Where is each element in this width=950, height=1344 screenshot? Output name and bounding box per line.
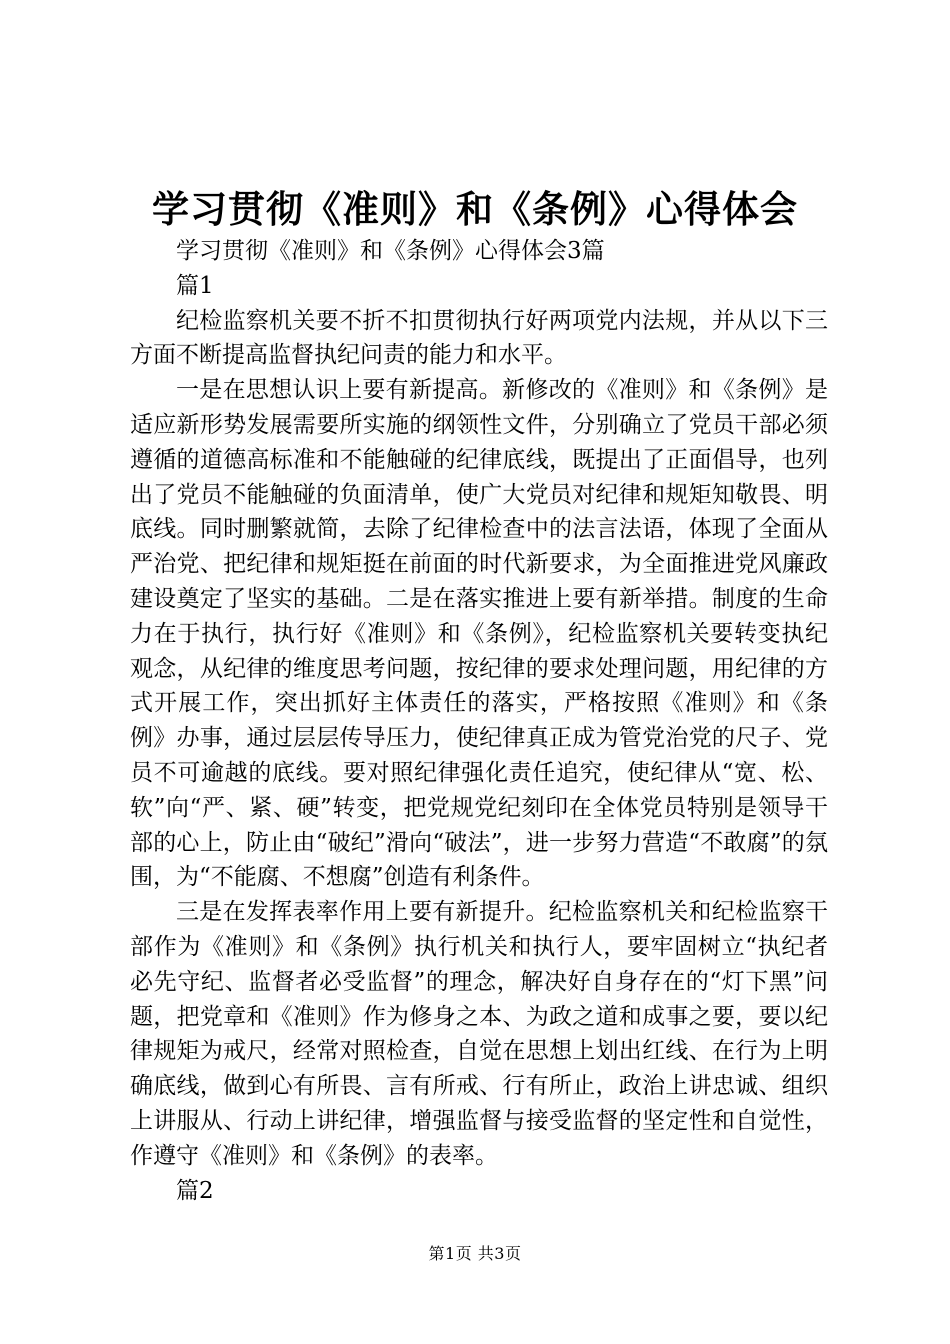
document-body bbox=[130, 234, 828, 1208]
paragraph-intro: 纪检监察机关要不折不扣贯彻执行好两项党内法规，并从以下三方面不断提高监督执纪问责的能力和水平。 bbox=[130, 307, 828, 369]
subtitle-line: 学习贯彻《准则》和《条例》心得体会3篇 bbox=[176, 238, 605, 264]
paragraph-point-three: 三是在发挥表率作用上要有新提升。纪检监察机关和纪检监察干部作为《准则》和《条例》执行机关和执行人，要牢固树立“执纪者必先守纪、监督者必受监督”的理念，解决好自身存在的“灯下黑”问题，把党章和《准则》作为修身之本、为政之道和成事之要，要以纪律规矩为戒尺，经常对照检查，自觉在思想上划出红线、在行为上明确底线，做到心有所畏、言有所戒、行有所止，政治上讲忠诚、组织上讲服从、行动上讲纪律，增强监督与接受监督的坚定性和自觉性，作遵守《准则》和《条例》的表率。 bbox=[130, 899, 828, 1169]
page-footer: 第1页 共3页 bbox=[428, 1244, 522, 1263]
section-heading-2: 篇2 bbox=[176, 1177, 214, 1204]
paragraph-point-one-two: 一是在思想认识上要有新提高。新修改的《准则》和《条例》是适应新形势发展需要所实施的纲领性文件，分别确立了党员干部必须遵循的道德高标准和不能触碰的纪律底线，既提出了正面倡导，也列出了党员不能触碰的负面清单，使广大党员对纪律和规矩知敬畏、明底线。同时删繁就简，去除了纪律检查中的法言法语，体现了全面从严治党、把纪律和规矩挺在前面的时代新要求，为全面推进党风廉政建设奠定了坚实的基础。二是在落实推进上要有新举措。制度的生命力在于执行，执行好《准则》和《条例》，纪检监察机关要转变执纪观念，从纪律的维度思考问题，按纪律的要求处理问题，用纪律的方式开展工作，突出抓好主体责任的落实，严格按照《准则》和《条例》办事，通过层层传导压力，使纪律真正成为管党治党的尺子、党员不可逾越的底线。要对照纪律强化责任追究，使纪律从“宽、松、软”向“严、紧、硬”转变，把党规党纪刻印在全体党员特别是领导干部的心上，防止由“破纪”滑向“破法”，进一步努力营造“不敢腐”的氛围，为“不能腐、不想腐”创造有利条件。 bbox=[130, 377, 828, 891]
document-title: 学习贯彻《准则》和《条例》心得体会 bbox=[152, 187, 798, 231]
section-heading-1: 篇1 bbox=[176, 272, 214, 299]
